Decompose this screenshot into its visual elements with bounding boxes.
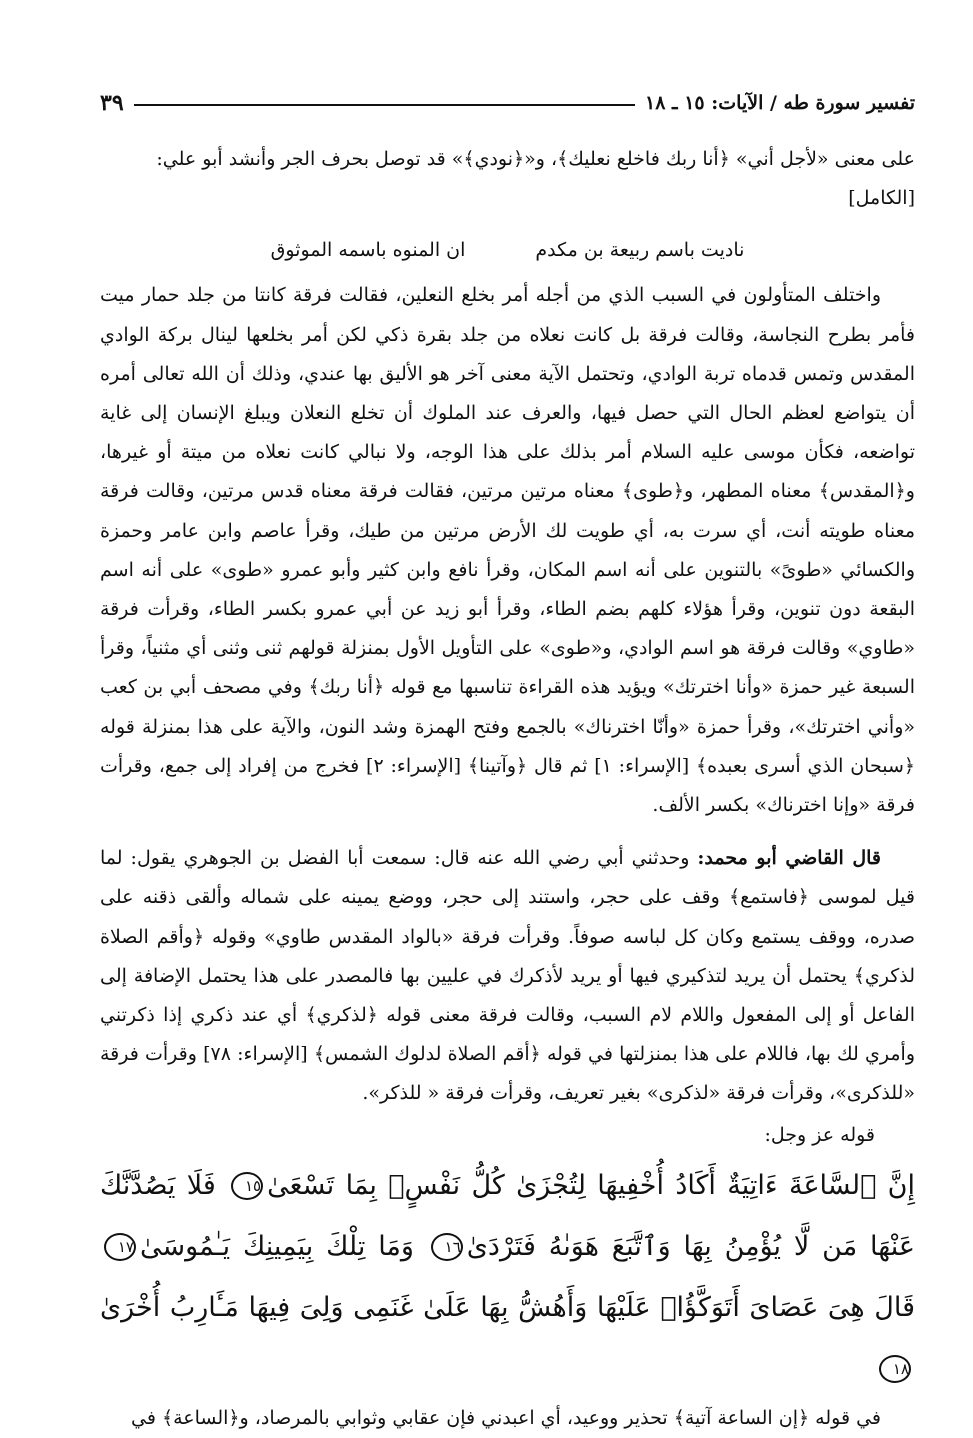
verse-intro: قوله عز وجل: <box>764 1123 875 1146</box>
verse-hemistich-right: ناديت باسم ربيعة بن مكدم <box>535 239 745 262</box>
meter-label: [الكامل] <box>848 187 915 210</box>
ayah-text: وَمَا تِلْكَ بِيَمِينِكَ يَـٰمُوسَىٰ <box>140 1230 414 1262</box>
paragraph-3-body: وحدثني أبي رضي الله عنه قال: سمعت أبا الفضل بن الجوهري يقول: لما قيل لموسى ﴿فاستمع﴾ وقف على حجر، واستند إلى حجر، ووضع يمينه على شماله وألقى ذقنه على صدره، ووقف يستمع وكان كل لباسه صوفاً. وقرأت فرقة «بالواد المقدس طاوي» وقوله ﴿وأقم الصلاة لذكري﴾ يحتمل أن يريد لتذكيري فيها أو يريد لأذكرك في عليين بها فالمصدر على هذا يحتمل الإضافة إلى الفاعل أو إلى المفعول واللام لام السبب، وقالت فرقة معنى قوله ﴿لذكري﴾ أي عند ذكري إذا ذكرتني وأمري لك بها، فاللام على هذا بمنزلتها في قوله ﴿أقم الصلاة لدلوك الشمس﴾ [الإسراء: ٧٨] وقرأت فرقة «للذكرى»، وقرأت فرقة «لذكرى» بغير تعريف، وقرأت فرقة « للذكر». <box>100 847 916 1105</box>
ayah-number-marker: ١٧ <box>104 1233 136 1261</box>
verse-hemistich-left: ان المنوه باسمه الموثوق <box>270 239 466 262</box>
ayah-text: فَلَا يَصُدَّنَّكَ عَنْهَا مَن لَّا يُؤْمِنُ بِهَا وَٱتَّبَعَ هَوَىٰهُ فَتَرْدَىٰ <box>100 1169 915 1262</box>
paragraph-1: على معنى «لأجل أني» ﴿أنا ربك فاخلع نعليك﴾، و«﴿نودي﴾» قد توصل بحرف الجر وأنشد أبو علي: <box>156 148 915 170</box>
page-header <box>100 86 915 120</box>
paragraph-3 <box>100 839 915 1113</box>
ayah-text: إِنَّ ٱلسَّاعَةَ ءَاتِيَةٌ أَكَادُ أُخْفِيهَا لِتُجْزَىٰ كُلُّ نَفْسٍۭ بِمَا تَسْعَىٰ <box>267 1169 915 1201</box>
quran-passage <box>100 1155 915 1399</box>
paragraph-2: واختلف المتأولون في السبب الذي من أجله أمر بخلع النعلين، فقالت فرقة كانتا من جلد حمار ميت فأمر بطرح النجاسة، وقالت فرقة بل كانت نعلاه من جلد بقرة ذكي لكن أمر بخلعها لينال بركة الوادي المقدس وتمس قدماه تربة الوادي، وتحتمل الآية معنى آخر هو الأليق بها عندي، وذلك أن الله تعالى أمره أن يتواضع لعظم الحال التي حصل فيها، والعرف عند الملوك أن تخلع النعلان ويبلغ الإنسان إلى غاية تواضعه، فكأن موسى عليه السلام أمر بذلك على هذا الوجه، ولا نبالي كانت نعلاه من ميتة أو غيرها، و﴿المقدس﴾ معناه المطهر، و﴿طوى﴾ معناه مرتين مرتين، فقالت فرقة معناه قدس مرتين، وقالت فرقة معناه طويته أنت، أي سرت به، أي طويت لك الأرض مرتين من طيك، وقرأ عاصم وابن عامر وحمزة والكسائي «طوىً» بالتنوين على أنه اسم المكان، وقرأ نافع وابن كثير وأبو عمرو «طوى» على أنه اسم البقعة دون تنوين، وقرأ هؤلاء كلهم بضم الطاء، وقرأ أبو زيد عن أبي عمرو بكسر الطاء، وقرأت فرقة «طاوي» وقالت فرقة هو اسم الوادي، و«طوى» على التأويل الأول بمنزلة قولهم ثنى وثنى أي مثنياً، وقرأ السبعة غير حمزة «وأنا اخترتك» ويؤيد هذه القراءة تناسبها مع قوله ﴿أنا ربك﴾ وفي مصحف أبي بن كعب «وأني اخترتك»، وقرأ حمزة «وأنّا اخترناك» بالجمع وفتح الهمزة وشد النون، والآية على هذا بمنزلة قوله ﴿سبحان الذي أسرى بعبده﴾ [الإسراء: ١] ثم قال ﴿وآتينا﴾ [الإسراء: ٢] فخرج من إفراد إلى جمع، وقرأت فرقة «وإنا اخترناك» بكسر الألف. <box>100 284 916 817</box>
header-rule <box>134 104 635 106</box>
poetry-verse <box>100 230 915 270</box>
paragraph-3-lead: قال القاضي أبو محمد: <box>697 847 881 870</box>
ayah-number-marker: ١٨ <box>879 1355 911 1383</box>
ayah-number-marker: ١٦ <box>431 1233 463 1261</box>
paragraph-4: في قوله ﴿إن الساعة آتية﴾ تحذير ووعيد، أي اعبدني فإن عقابي وثوابي بالمرصاد، و﴿الساعة﴾ في <box>131 1406 881 1429</box>
ayah-number-marker: ١٥ <box>231 1172 263 1200</box>
running-title: تفسير سورة طه / الآيات: ١٥ ـ ١٨ <box>645 92 915 114</box>
ayah-text: قَالَ هِىَ عَصَاىَ أَتَوَكَّؤُا۟ عَلَيْهَا وَأَهُشُّ بِهَا عَلَىٰ غَنَمِى وَلِىَ فِيهَا مَـَٔارِبُ أُخْرَىٰ <box>100 1291 915 1323</box>
page-number: ٣٩ <box>100 90 124 116</box>
